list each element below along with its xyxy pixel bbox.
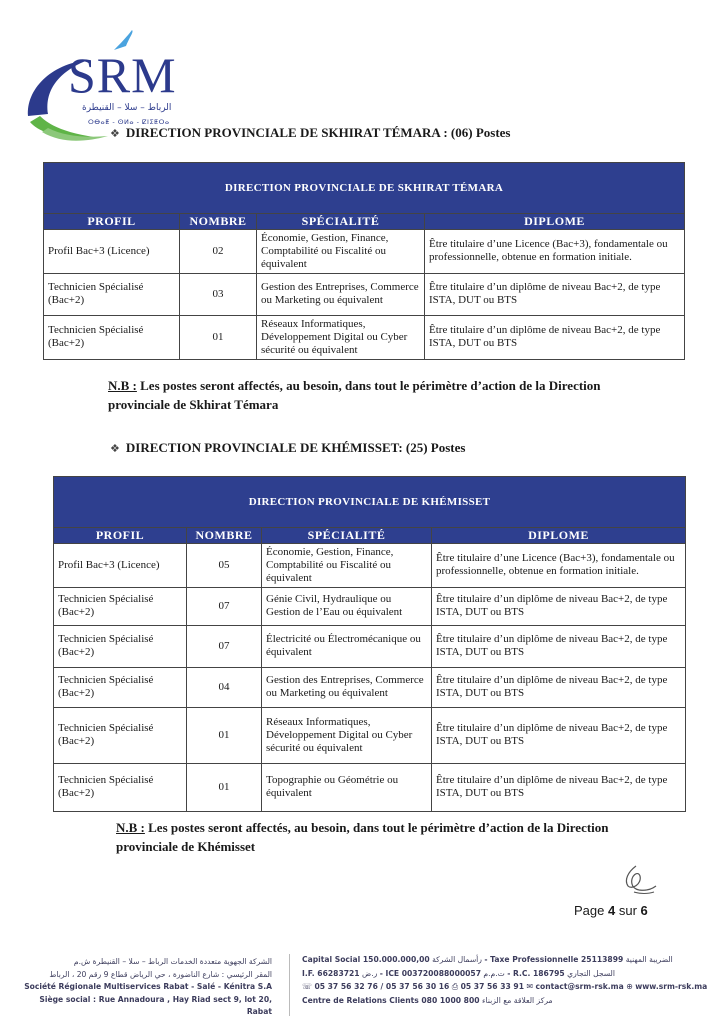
cell-specialite: Réseaux Informatiques, Développement Digital ou Cyber sécurité ou équivalent <box>262 707 432 763</box>
cell-nombre: 01 <box>187 763 262 811</box>
cell-nombre: 01 <box>187 707 262 763</box>
cell-profil: Technicien Spécialisé (Bac+2) <box>54 625 187 667</box>
col-header-profil: PROFIL <box>44 214 180 230</box>
nb-label: N.B : <box>108 378 137 393</box>
cell-nombre: 01 <box>180 315 257 359</box>
footer-legal-line-2: I.F. 66283721 ر.ض - ICE 003720088000057 ت.م.م - R.C. 186795 السجل التجاري <box>302 968 615 978</box>
cell-profil: Technicien Spécialisé (Bac+2) <box>44 273 180 315</box>
footer-phones: 05 37 56 32 76 / 05 37 56 30 16 <box>314 982 450 991</box>
nb-note-skhirat <box>108 377 628 415</box>
cell-specialite: Réseaux Informatiques, Développement Digital ou Cyber sécurité ou équivalent <box>257 315 425 359</box>
cell-specialite: Électricité ou Électromécanique ou équivalent <box>262 625 432 667</box>
cell-profil: Technicien Spécialisé (Bac+2) <box>54 667 187 707</box>
col-header-diplome: DIPLOME <box>432 528 686 544</box>
footer-company-name: Société Régionale Multiservices Rabat - Salé - Kénitra S.A <box>24 982 272 991</box>
footer-website[interactable]: www.srm-rsk.ma <box>635 982 708 991</box>
cell-specialite: Topographie ou Géométrie ou équivalent <box>262 763 432 811</box>
table-row <box>54 763 686 811</box>
logo-wordmark: SRM <box>68 47 177 103</box>
col-header-nombre: NOMBRE <box>180 214 257 230</box>
table-row <box>44 315 685 359</box>
section-heading-khemisset: ❖ DIRECTION PROVINCIALE DE KHÉMISSET: (25) Postes <box>110 440 466 455</box>
table-row <box>44 273 685 315</box>
cell-specialite: Génie Civil, Hydraulique ou Gestion de l’Eau ou équivalent <box>262 587 432 625</box>
fax-icon: ⎙ <box>451 982 459 991</box>
cell-profil: Technicien Spécialisé (Bac+2) <box>44 315 180 359</box>
footer-fax: 05 37 56 33 91 <box>460 982 524 991</box>
cell-nombre: 03 <box>180 273 257 315</box>
page-number: Page 4 sur 6 <box>574 903 648 918</box>
footer-relations-line: Centre de Relations Clients 080 1000 800 مركز العلاقة مع الزبناء <box>302 995 553 1005</box>
cell-nombre: 07 <box>187 587 262 625</box>
cell-diplome: Être titulaire d’un diplôme de niveau Bac+2, de type ISTA, DUT ou BTS <box>432 625 686 667</box>
diamond-bullet-icon: ❖ <box>110 127 120 140</box>
col-header-profil: PROFIL <box>54 528 187 544</box>
nb-text: Les postes seront affectés, au besoin, dans tout le périmètre d’action de la Direction provinciale de Skhirat Témara <box>108 378 601 412</box>
cell-nombre: 02 <box>180 230 257 274</box>
cell-specialite: Gestion des Entreprises, Commerce ou Marketing ou équivalent <box>262 667 432 707</box>
logo-arabic-text: الرباط – سلا – القنيطرة <box>82 103 172 113</box>
cell-diplome: Être titulaire d’un diplôme de niveau Bac+2, de type ISTA, DUT ou BTS <box>432 763 686 811</box>
table-title: DIRECTION PROVINCIALE DE SKHIRAT TÉMARA <box>44 163 685 214</box>
table-row <box>54 625 686 667</box>
footer-arabic-address: المقر الرئيسي : شارع الناضورة ، حي الرياض قطاع 9 رقم 20 ، الرباط <box>49 969 272 979</box>
cell-profil: Technicien Spécialisé (Bac+2) <box>54 763 187 811</box>
footer-legal-info <box>302 953 712 1007</box>
cell-diplome: Être titulaire d’un diplôme de niveau Bac+2, de type ISTA, DUT ou BTS <box>425 273 685 315</box>
email-icon: ✉ <box>526 982 534 991</box>
col-header-specialite: SPÉCIALITÉ <box>257 214 425 230</box>
phone-icon: ☏ <box>302 982 313 991</box>
table-row <box>54 707 686 763</box>
cell-specialite: Économie, Gestion, Finance, Comptabilité ou Fiscalité ou équivalent <box>257 230 425 274</box>
cell-profil: Profil Bac+3 (Licence) <box>54 544 187 588</box>
table-title: DIRECTION PROVINCIALE DE KHÉMISSET <box>54 477 686 528</box>
cell-specialite: Gestion des Entreprises, Commerce ou Marketing ou équivalent <box>257 273 425 315</box>
footer-email[interactable]: contact@srm-rsk.ma <box>535 982 624 991</box>
nb-label: N.B : <box>116 820 145 835</box>
table-skhirat <box>43 162 685 360</box>
table-khemisset <box>53 476 686 812</box>
cell-diplome: Être titulaire d’un diplôme de niveau Bac+2, de type ISTA, DUT ou BTS <box>432 667 686 707</box>
cell-profil: Profil Bac+3 (Licence) <box>44 230 180 274</box>
section-heading-skhirat: ❖ DIRECTION PROVINCIALE DE SKHIRAT TÉMARA : (06) Postes <box>110 125 511 140</box>
col-header-specialite: SPÉCIALITÉ <box>262 528 432 544</box>
col-header-diplome: DIPLOME <box>425 214 685 230</box>
table-row <box>44 230 685 274</box>
col-header-nombre: NOMBRE <box>187 528 262 544</box>
cell-nombre: 07 <box>187 625 262 667</box>
cell-nombre: 04 <box>187 667 262 707</box>
footer-head-office: Siège social : Rue Annadoura , Hay Riad sect 9, lot 20, Rabat <box>39 994 272 1016</box>
signature-mark <box>618 862 660 901</box>
cell-specialite: Économie, Gestion, Finance, Comptabilité ou Fiscalité ou équivalent <box>262 544 432 588</box>
cell-diplome: Être titulaire d’un diplôme de niveau Bac+2, de type ISTA, DUT ou BTS <box>425 315 685 359</box>
table-row <box>54 587 686 625</box>
footer-arabic-name: الشركة الجهوية متعددة الخدمات الرباط – سلا – القنيطرة ش.م <box>73 957 272 966</box>
footer-divider <box>289 954 290 1016</box>
table-row <box>54 544 686 588</box>
cell-diplome: Être titulaire d’une Licence (Bac+3), fondamentale ou professionnelle, obtenue en formation initiale. <box>425 230 685 274</box>
cell-diplome: Être titulaire d’un diplôme de niveau Bac+2, de type ISTA, DUT ou BTS <box>432 707 686 763</box>
nb-text: Les postes seront affectés, au besoin, dans tout le périmètre d’action de la Direction provinciale de Khémisset <box>116 820 609 854</box>
logo-tifinagh-text: ⵔⴱⴰⵟ - ⵙⵍⴰ - ⵇⵏⵉⵟⵔⴰ <box>88 118 170 126</box>
footer-contact-line <box>302 980 712 994</box>
cell-diplome: Être titulaire d’un diplôme de niveau Bac+2, de type ISTA, DUT ou BTS <box>432 587 686 625</box>
table-row <box>54 667 686 707</box>
nb-note-khemisset <box>116 819 616 857</box>
diamond-bullet-icon: ❖ <box>110 442 120 455</box>
footer-legal-line-1: Capital Social 150.000.000,00 رأسمال الشركة - Taxe Professionnelle 25113899 الضريبة المهنية <box>302 955 673 964</box>
footer-company-info <box>14 956 272 1019</box>
cell-nombre: 05 <box>187 544 262 588</box>
web-icon: ⊕ <box>626 982 633 991</box>
cell-profil: Technicien Spécialisé (Bac+2) <box>54 587 187 625</box>
cell-diplome: Être titulaire d’une Licence (Bac+3), fondamentale ou professionnelle, obtenue en formation initiale. <box>432 544 686 588</box>
cell-profil: Technicien Spécialisé (Bac+2) <box>54 707 187 763</box>
